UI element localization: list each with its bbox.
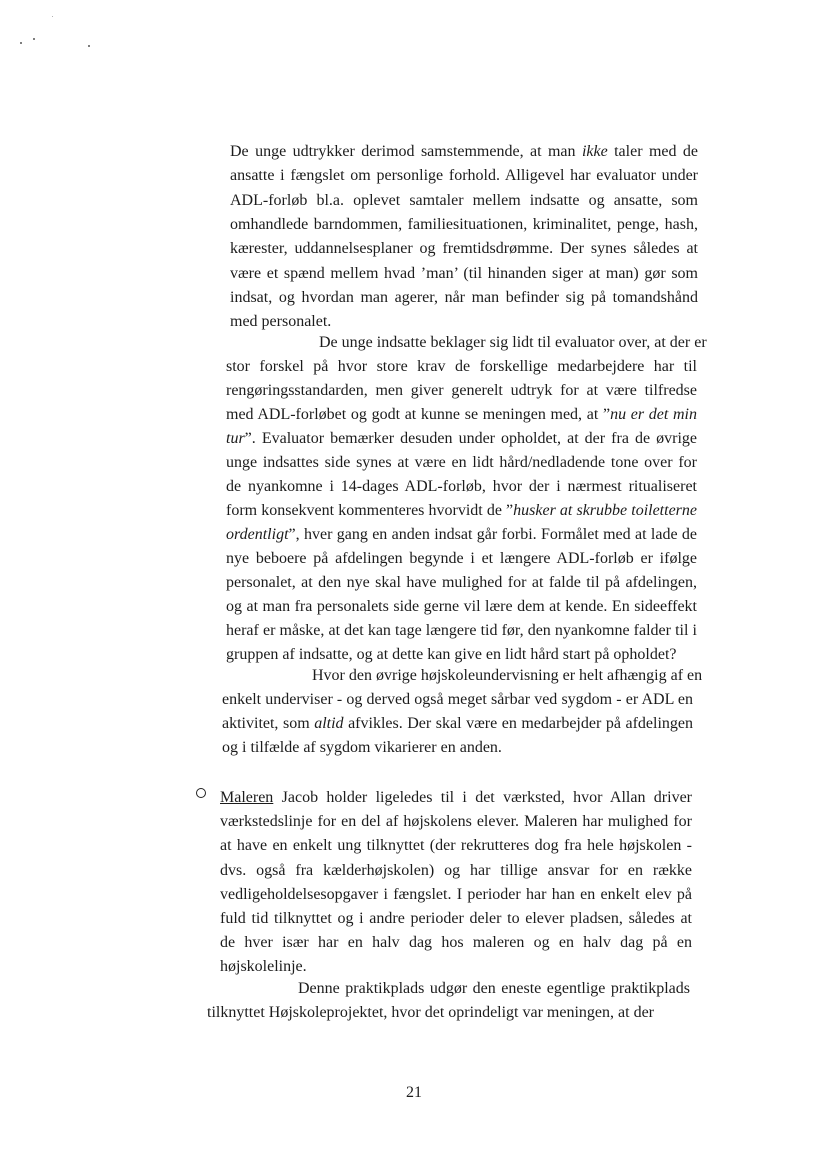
text-run: rengøringsstandarden, men giver generelt udtryk for at være tilfredse [226,382,697,399]
text-line [220,787,692,809]
text-line [230,214,698,236]
text-run: kærester, uddannelsesplaner og fremtidsdrømme. Der synes således at [230,240,698,257]
page-number: 21 [406,1084,422,1101]
text-line [220,884,692,906]
italic-phrase: altid [314,715,344,732]
text-run: aktivitet, som [222,715,315,732]
text-run: med ADL-forløbet og godt at kunne se meningen med, at ” [226,406,611,423]
text-line [298,978,690,1000]
text-run: med personalet. [230,313,332,330]
text-line [226,620,697,642]
text-line [226,452,697,474]
text-line [220,811,692,833]
text-run: at have en enkelt ung tilknyttet (der rekrutteres dog fra hele højskolen - [220,837,692,854]
text-run: omhandlede barndommen, familiesituationen, kriminalitet, penge, hash, [230,216,698,233]
text-line [222,737,693,759]
text-run: De unge indsatte beklager sig lidt til evaluator over, at der er [319,334,707,351]
text-run: ansatte i fængslet om personlige forhold. Alligevel har evaluator under [230,167,698,184]
text-run: taler med de [607,143,699,160]
text-run: værkstedslinje for en del af højskolens elever. Maleren har mulighed for [220,813,692,830]
text-run: afvikles. Der skal være en medarbejder på afdelingen [343,715,694,732]
text-line [226,356,697,378]
text-line [226,548,697,570]
text-run: unge indsattes side synes at være en lidt hård/nedladende tone over for [226,454,697,471]
text-run: heraf er måske, at det kan tage længere tid før, den nyankomne falder til i [226,622,697,639]
text-line [230,190,698,212]
text-line [220,956,692,978]
text-run: stor forskel på hvor store krav de forskellige medarbejdere har til [226,358,697,375]
text-run: tilknyttet Højskoleprojektet, hvor det oprindeligt var meningen, at der [207,1004,654,1021]
text-run: nye beboere på afdelingen begynde i et længere ADL-forløb er ifølge [226,550,697,567]
underlined-term: Maleren [220,789,274,806]
text-line [226,476,697,498]
text-line [226,428,697,450]
italic-phrase: ordentligt [226,526,289,543]
text-line [222,713,693,735]
text-run: indsat, og hvordan man agerer, når man befinder sig på tomandshånd [230,289,698,306]
italic-phrase: tur [226,430,245,447]
text-run: gruppen af indsatte, og at dette kan give en lidt hård start på opholdet? [226,646,677,663]
text-line [226,596,697,618]
text-line [230,165,698,187]
text-line [222,689,693,711]
text-run: De unge udtrykker derimod samstemmende, at man [230,143,582,160]
text-run: og i tilfælde af sygdom vikarierer en anden. [222,739,502,756]
text-line [230,263,698,285]
text-run: ”, hver gang en anden indsat går forbi. Formålet med at lade de [288,526,697,543]
text-run: Denne praktikplads udgør den eneste egentlige praktikplads [298,980,690,997]
text-line [220,932,692,954]
italic-phrase: ikke [581,143,608,160]
text-run: dvs. også fra kælderhøjskolen) og har tillige ansvar for en række [220,862,692,879]
italic-phrase: husker at skrubbe toiletterne [513,502,698,519]
scan-speck [52,16,53,17]
text-line [230,141,698,163]
scan-speck [20,42,22,44]
text-run: enkelt underviser - og derved også meget sårbar ved sygdom - er ADL en [222,691,693,708]
text-line [230,287,698,309]
text-run: højskolelinje. [220,958,307,975]
text-run: være et spænd mellem hvad ’man’ (til hinanden siger at man) gør som [230,265,698,282]
text-run: Jacob holder ligeledes til i det værksted, hvor Allan driver [273,789,692,806]
text-run: vedligeholdelsesopgaver i fængslet. I perioder har han en enkelt elev på [220,886,692,903]
text-line [207,1002,690,1024]
text-line [226,500,697,522]
text-run: form konsekvent kommenteres hvorvidt de ” [226,502,514,519]
text-line [230,311,698,333]
text-run: ADL-forløb bl.a. oplevet samtaler mellem indsatte og ansatte, som [230,192,698,209]
text-run: Hvor den øvrige højskoleundervisning er helt afhængig af en [312,667,703,684]
bullet-circle-icon [196,788,206,798]
text-line [226,404,697,426]
text-run: personalet, at den nye skal have mulighed for at falde til på afdelingen, [226,574,697,591]
text-line [226,380,697,402]
text-run: de nyankomne i 14-dages ADL-forløb, hvor der i nærmest ritualiseret [226,478,697,495]
scan-speck [33,38,35,40]
text-line [220,908,692,930]
text-line [220,835,692,857]
text-line [226,644,697,666]
text-line [319,332,707,354]
text-line [220,860,692,882]
text-line [312,665,703,687]
text-run: fuld tid tilknyttet og i andre perioder deler to elever pladsen, således at [220,910,692,927]
scan-speck [88,45,90,47]
text-line [226,572,697,594]
italic-phrase: nu er det min [610,406,698,423]
text-run: ”. Evaluator bemærker desuden under opholdet, at der fra de øvrige [244,430,697,447]
text-run: de hver især har en halv dag hos maleren og en halv dag på en [220,934,692,951]
text-line [230,238,698,260]
text-run: og at man fra personalets side gerne vil lære dem at kende. En sideeffekt [226,598,697,615]
text-line [226,524,697,546]
